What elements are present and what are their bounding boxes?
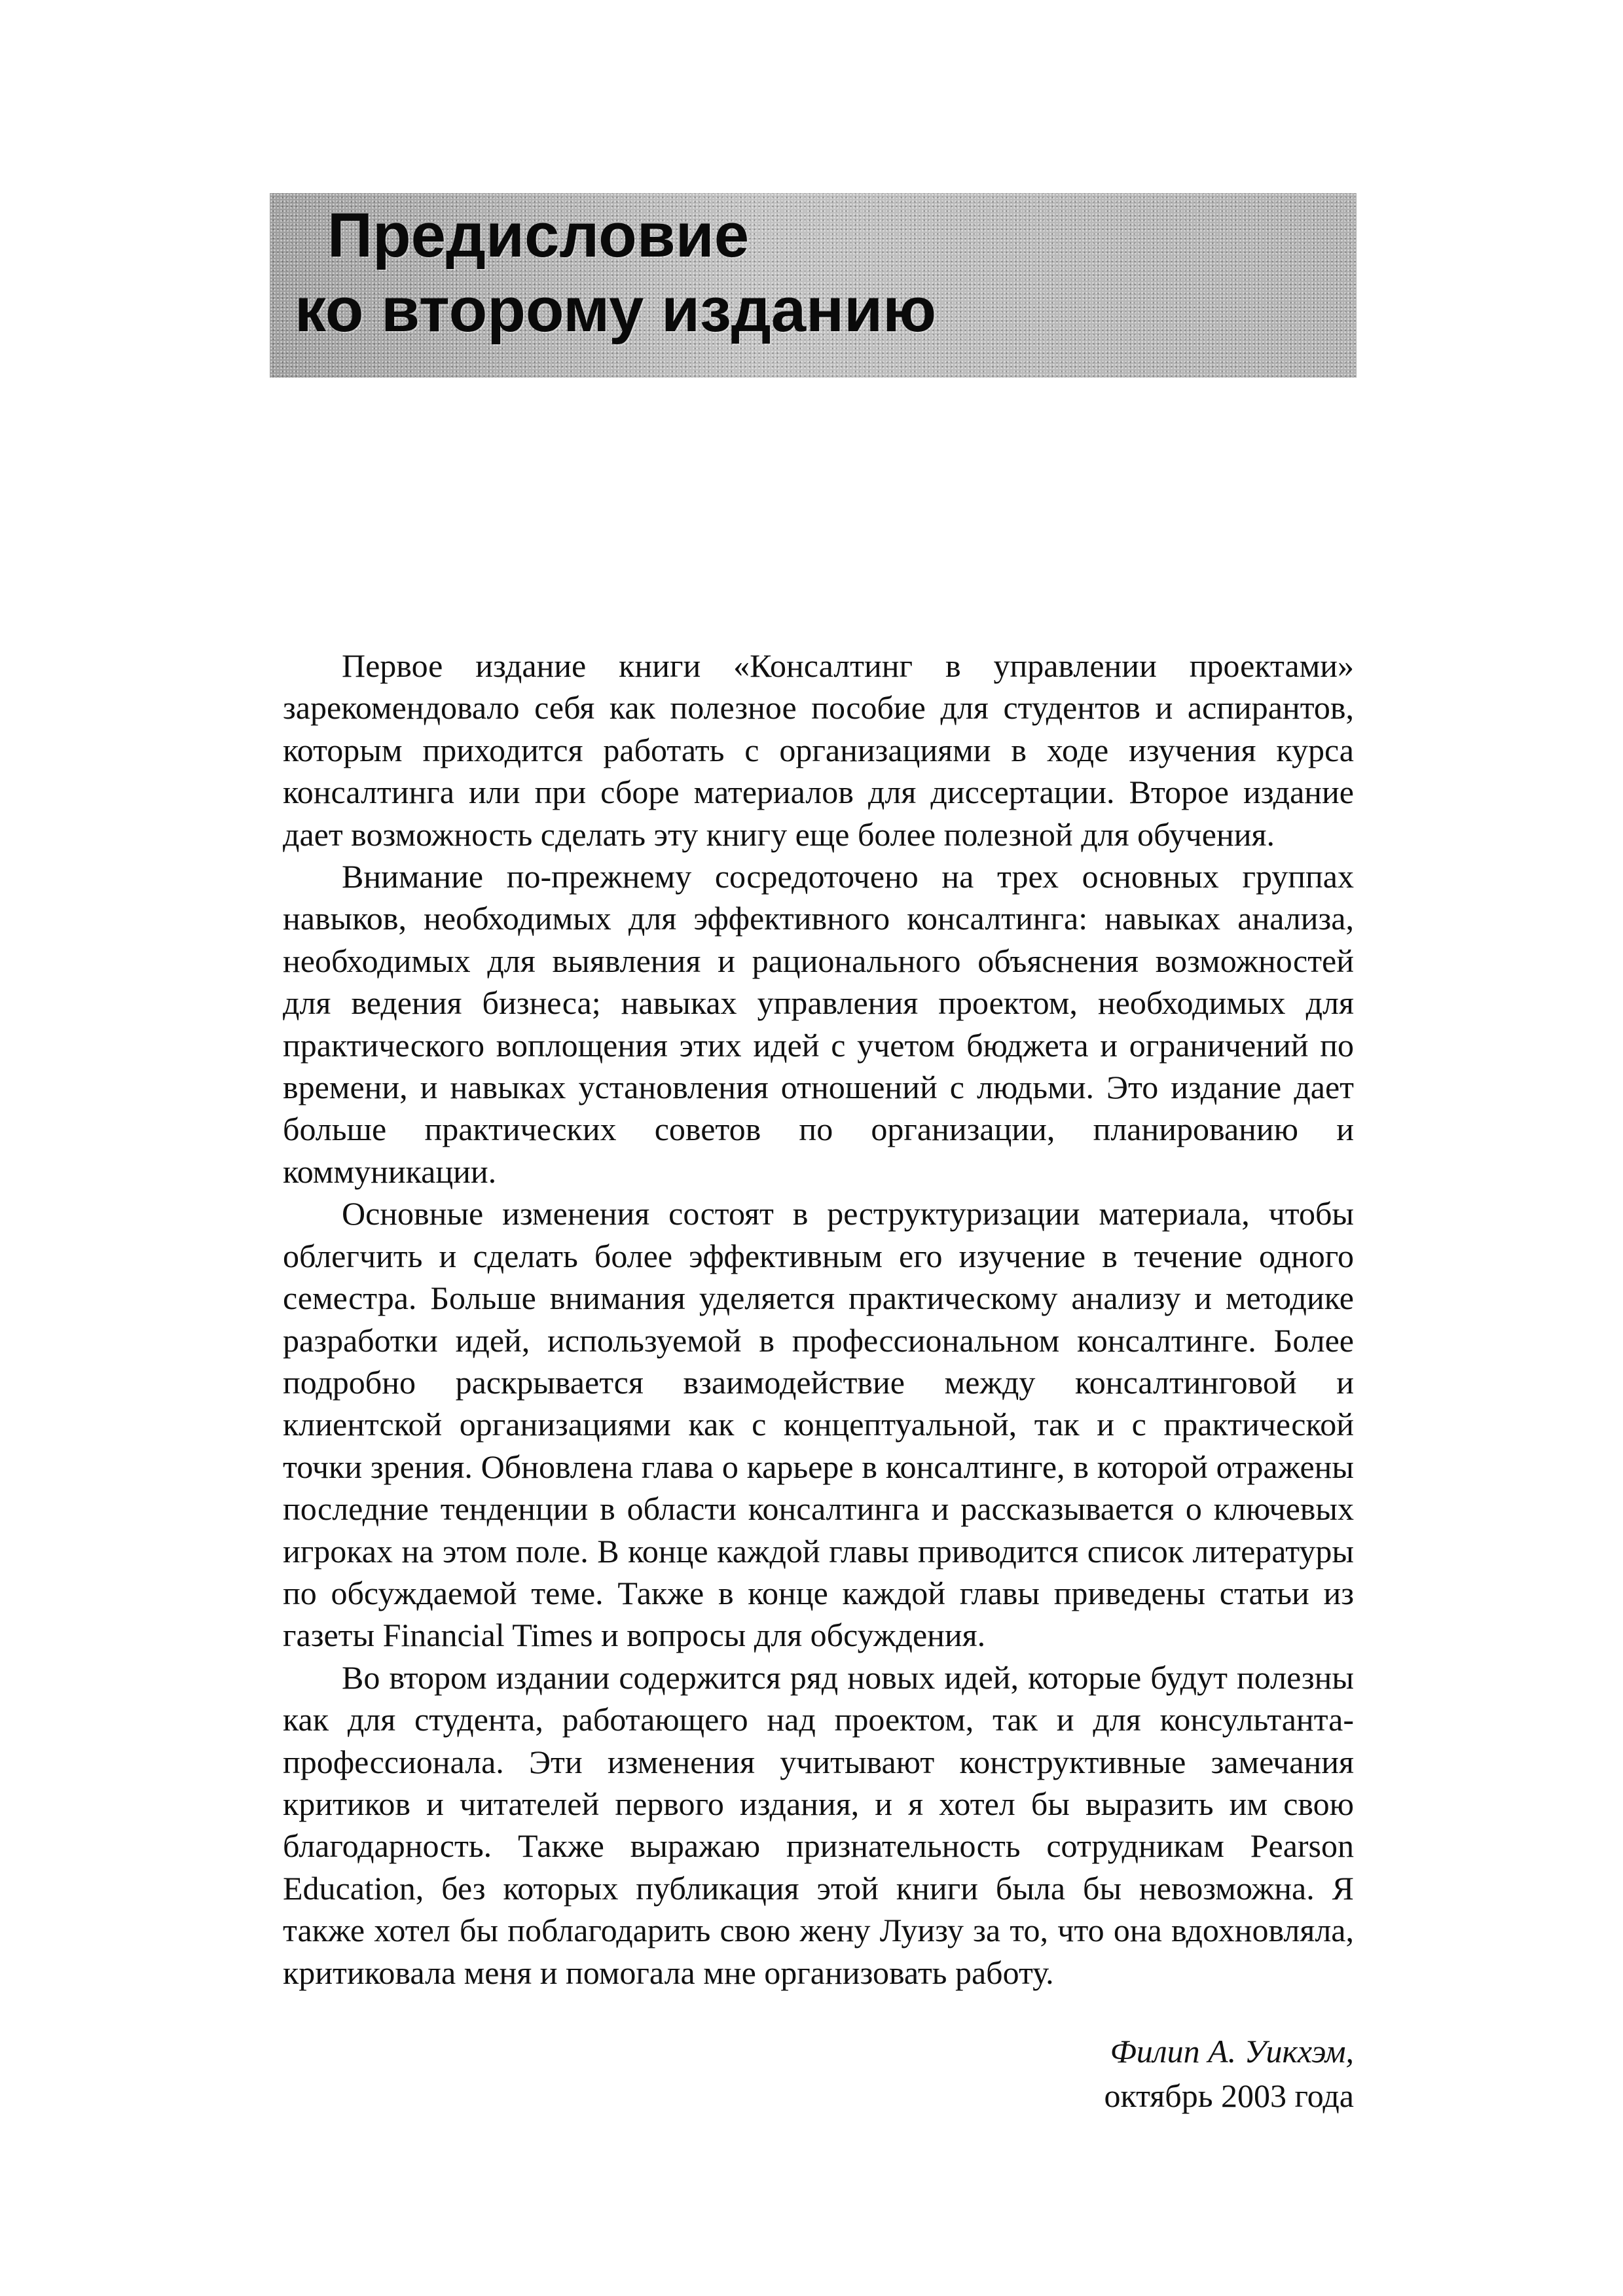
paragraph: Во втором издании содержится ряд новых идей, которые будут полезны как для студента, работающего над проектом, так и для консультанта-профессионала. Эти изменения учитывают конструктивные замечания критиков и читателей первого издания, и я хотел бы выразить им свою благодарность. Также выражаю признательность сотрудникам Pearson Education, без которых публикация этой книги была бы невозможна. Я также хотел бы поблагодарить свою жену Луизу за то, что она вдохновляла, критиковала меня и помогала мне организовать работу. (283, 1659, 1354, 1991)
signature-block (851, 2029, 1354, 2118)
paragraph: Внимание по-прежнему сосредоточено на трех основных группах навыков, необходимых для эффективного консалтинга: навыках анализа, необходимых для выявления и рационального объяснения возможностей для ведения бизнеса; навыках управления проектом, необходимых для практического воплощения этих идей с учетом бюджета и ограничений по времени, и навыках установления отношений с людьми. Это издание дает больше практических советов по организации, планированию и коммуникации. (283, 858, 1354, 1190)
chapter-title-line-1: Предисловие (327, 200, 750, 270)
author-name: Филип А. Уикхэм, (1110, 2033, 1354, 2070)
chapter-title-banner (270, 193, 1357, 378)
paragraph: Первое издание книги «Консалтинг в управлении проектами» зарекомендовало себя как полезное пособие для студентов и аспирантов, которым приходится работать с организациями в ходе изучения курса консалтинга или при сборе материалов для диссертации. Второе издание дает возможность сделать эту книгу еще более полезной для обучения. (283, 647, 1354, 853)
preface-body (283, 645, 1354, 1994)
paragraph: Основные изменения состоят в реструктуризации материала, чтобы облегчить и сделать более эффективным его изучение в течение одного семестра. Больше внимания уделяется практическому анализу и методике разработки идей, используемой в профессиональном консалтинге. Более подробно раскрывается взаимодействие между консалтинговой и клиентской организациями как с концептуальной, так и с практической точки зрения. Обновлена глава о карьере в консалтинге, в которой отражены последние тенденции в области консалтинга и рассказывается о ключевых игроках на этом поле. В конце каждой главы приводится список литературы по обсуждаемой теме. Также в конце каждой главы приведены статьи из газеты Financial Times и вопросы для обсуждения. (283, 1195, 1354, 1654)
chapter-title-line-2: ко второму изданию (295, 275, 937, 345)
signature-date: октябрь 2003 года (1104, 2077, 1354, 2114)
